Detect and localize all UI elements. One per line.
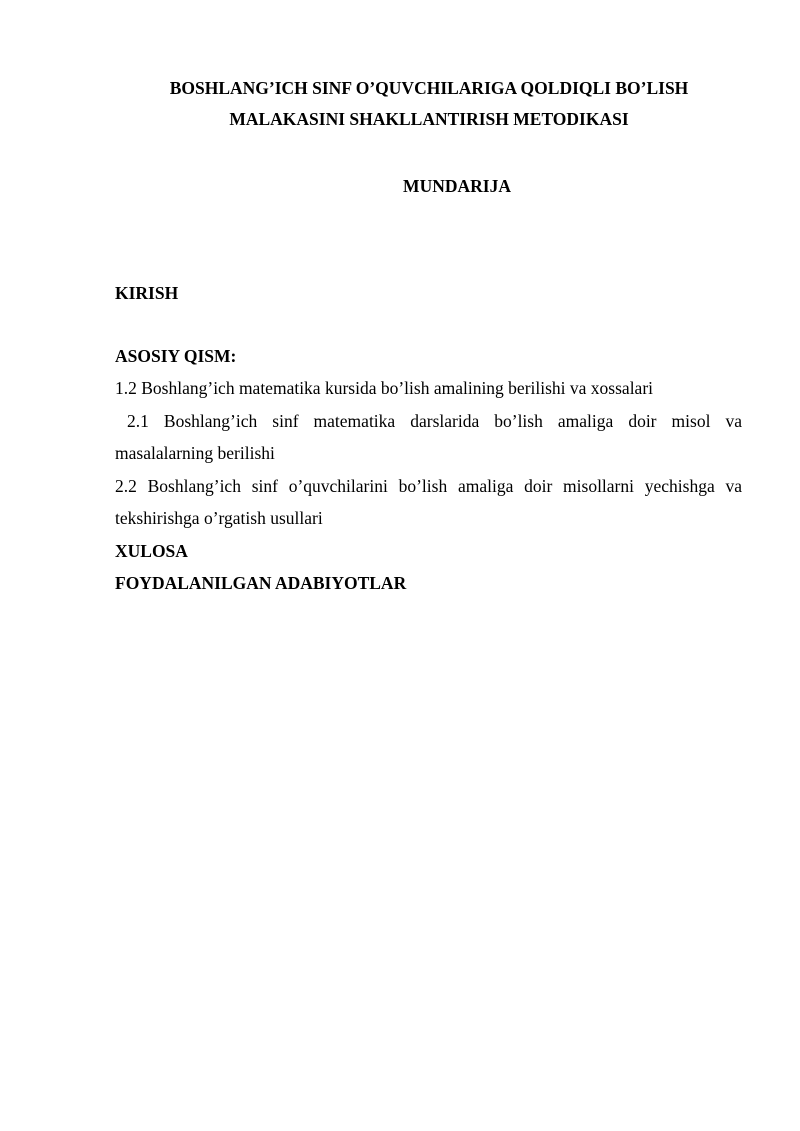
toc-entry-2-2-line-1: 2.2 Boshlang’ich sinf o’quvchilarini bo’lish amaliga doir misollarni yechishga va — [115, 476, 742, 496]
toc-entry-conclusion: XULOSA — [115, 541, 188, 561]
document-title-line-1: BOSHLANG’ICH SINF O’QUVCHILARIGA QOLDIQLI BO’LISH — [169, 78, 689, 98]
toc-entry-1-2: 1.2 Boshlang’ich matematika kursida bo’lish amalining berilishi va xossalari — [115, 378, 654, 398]
toc-heading: MUNDARIJA — [403, 176, 511, 196]
toc-entry-intro: KIRISH — [115, 283, 179, 303]
document-title-line-2: MALAKASINI SHAKLLANTIRISH METODIKASI — [229, 109, 629, 129]
toc-entry-2-1-line-1: 2.1 Boshlang’ich sinf matematika darslarida bo’lish amaliga doir misol va — [127, 411, 742, 431]
toc-entry-references: FOYDALANILGAN ADABIYOTLAR — [115, 573, 407, 593]
toc-entry-2-2-line-2: tekshirishga o’rgatish usullari — [115, 508, 323, 528]
toc-entry-2-1-line-2: masalalarning berilishi — [115, 443, 275, 463]
toc-entry-main-part: ASOSIY QISM: — [115, 346, 237, 366]
